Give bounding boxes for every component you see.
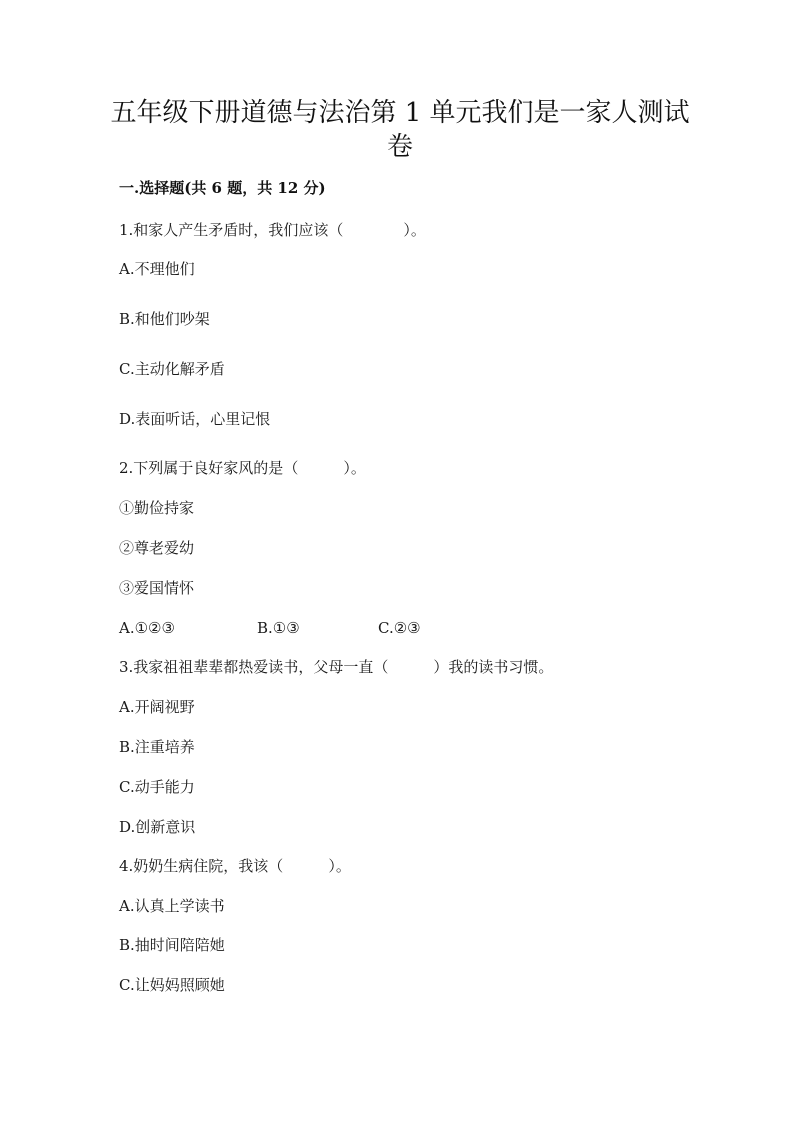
question-2-statement-2: ②尊老爱幼 [119, 539, 195, 557]
page-title-line-2: 卷 [386, 132, 413, 162]
question-1-option-c: C.主动化解矛盾 [119, 360, 225, 378]
question-4-stem: 4.奶奶生病住院，我该（ ）。 [119, 857, 351, 875]
question-1-option-b: B.和他们吵架 [119, 310, 210, 328]
question-2-stem: 2.下列属于良好家风的是（ ）。 [119, 459, 366, 477]
page-title [0, 96, 800, 164]
page-title-line-1: 五年级下册道德与法治第 1 单元我们是一家人测试 [110, 98, 690, 128]
question-3-stem: 3.我家祖祖辈辈都热爱读书，父母一直（ ）我的读书习惯。 [119, 658, 554, 676]
question-4-option-a: A.认真上学读书 [119, 897, 225, 915]
question-2-statement-1: ①勤俭持家 [119, 499, 195, 517]
question-2-option-b: B.①③ [257, 619, 300, 637]
question-1-stem: 1.和家人产生矛盾时，我们应该（ ）。 [119, 221, 426, 239]
question-2-option-c: C.②③ [378, 619, 421, 637]
question-4-option-b: B.抽时间陪陪她 [119, 936, 225, 954]
question-3-option-c: C.动手能力 [119, 778, 195, 796]
question-3-option-d: D.创新意识 [119, 818, 196, 836]
question-3-option-b: B.注重培养 [119, 738, 195, 756]
question-2-statement-3: ③爱国情怀 [119, 579, 195, 597]
question-2-option-a: A.①②③ [119, 619, 175, 637]
question-4-option-c: C.让妈妈照顾她 [119, 976, 225, 994]
question-3-option-a: A.开阔视野 [119, 698, 195, 716]
question-1-option-a: A.不理他们 [119, 260, 195, 278]
section-heading: 一.选择题(共 6 题，共 12 分) [119, 179, 326, 197]
question-1-option-d: D.表面听话，心里记恨 [119, 410, 271, 428]
